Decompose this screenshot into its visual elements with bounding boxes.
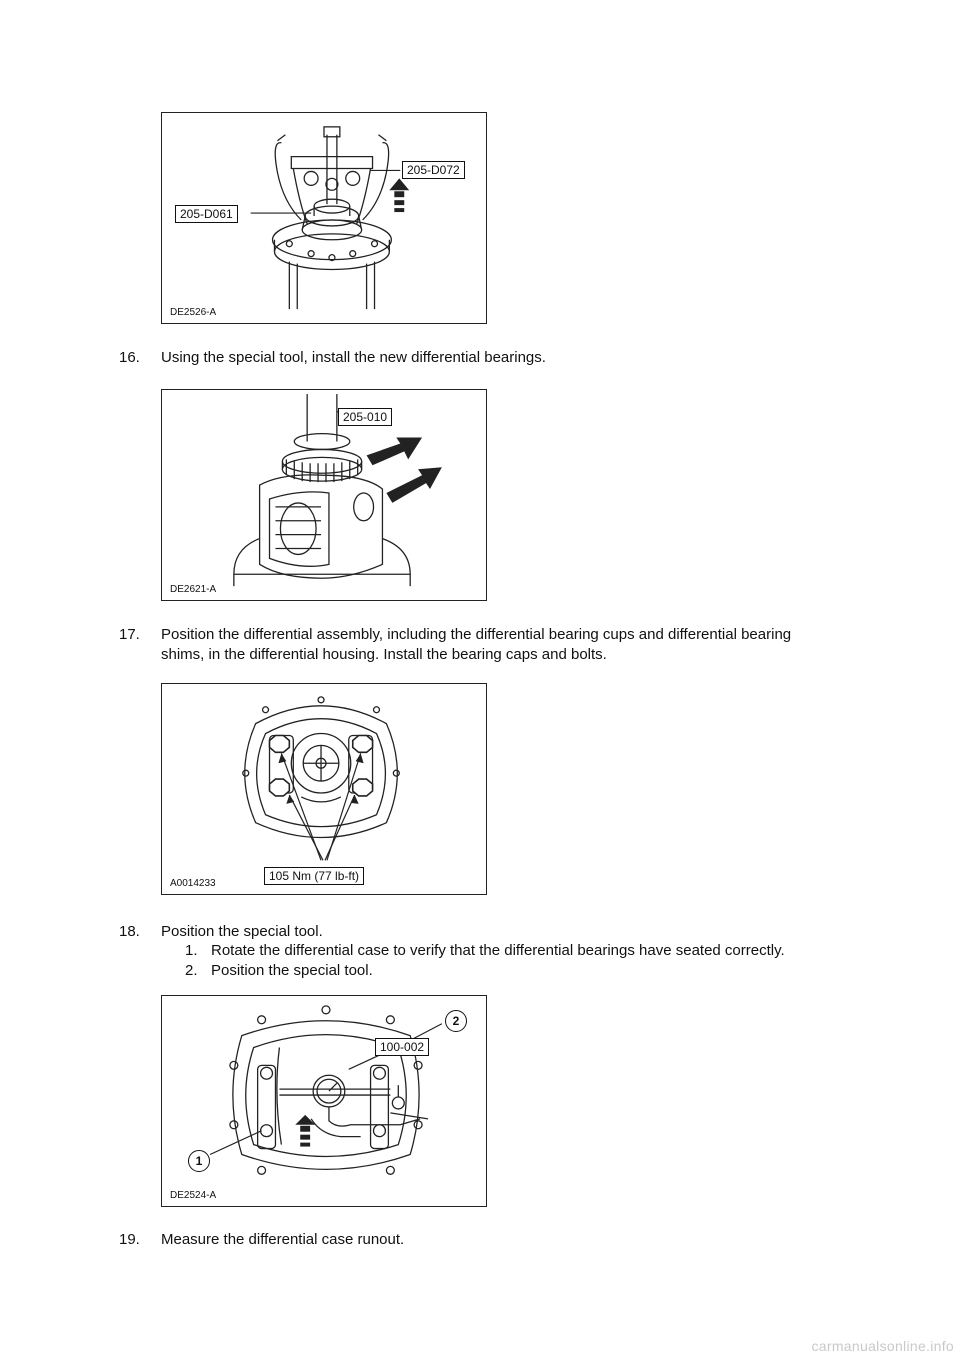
figure-id: DE2621-A xyxy=(170,584,217,595)
bearing-caps-illustration xyxy=(162,684,486,894)
callout-number-1: 1 xyxy=(188,1150,210,1172)
figure-de2524 xyxy=(161,995,487,1207)
figure-de2526 xyxy=(161,112,487,324)
figure-id: DE2526-A xyxy=(170,307,217,318)
figure-a0014233 xyxy=(161,683,487,895)
substep-number: 2. xyxy=(185,962,198,979)
step-number: 16. xyxy=(119,349,140,366)
step-text: Position the differential assembly, including the differential bearing cups and differential bearing xyxy=(161,626,792,643)
bearing-installer-illustration xyxy=(162,390,486,600)
step-text: Position the special tool. xyxy=(161,923,323,940)
step-number: 18. xyxy=(119,923,140,940)
figure-id: DE2524-A xyxy=(170,1190,217,1201)
substep-number: 1. xyxy=(185,942,198,959)
figure-id: A0014233 xyxy=(170,878,216,889)
step-text: Using the special tool, install the new differential bearings. xyxy=(161,349,546,366)
callout-205-010: 205-010 xyxy=(338,408,392,426)
callout-205-D072: 205-D072 xyxy=(402,161,465,179)
callout-number-2: 2 xyxy=(445,1010,467,1032)
site-watermark: carmanualsonline.info xyxy=(811,1338,954,1354)
substep-text: Position the special tool. xyxy=(211,962,373,979)
figure-de2621 xyxy=(161,389,487,601)
step-number: 19. xyxy=(119,1231,140,1248)
step-text-continued: shims, in the differential housing. Install the bearing caps and bolts. xyxy=(161,646,607,663)
callout-205-D061: 205-D061 xyxy=(175,205,238,223)
step-text: Measure the differential case runout. xyxy=(161,1231,405,1248)
callout-100-002: 100-002 xyxy=(375,1038,429,1056)
step-number: 17. xyxy=(119,626,140,643)
substep-text: Rotate the differential case to verify that the differential bearings have seated correctly. xyxy=(211,942,785,959)
callout-torque: 105 Nm (77 lb-ft) xyxy=(264,867,364,885)
dial-indicator-illustration xyxy=(162,996,486,1206)
